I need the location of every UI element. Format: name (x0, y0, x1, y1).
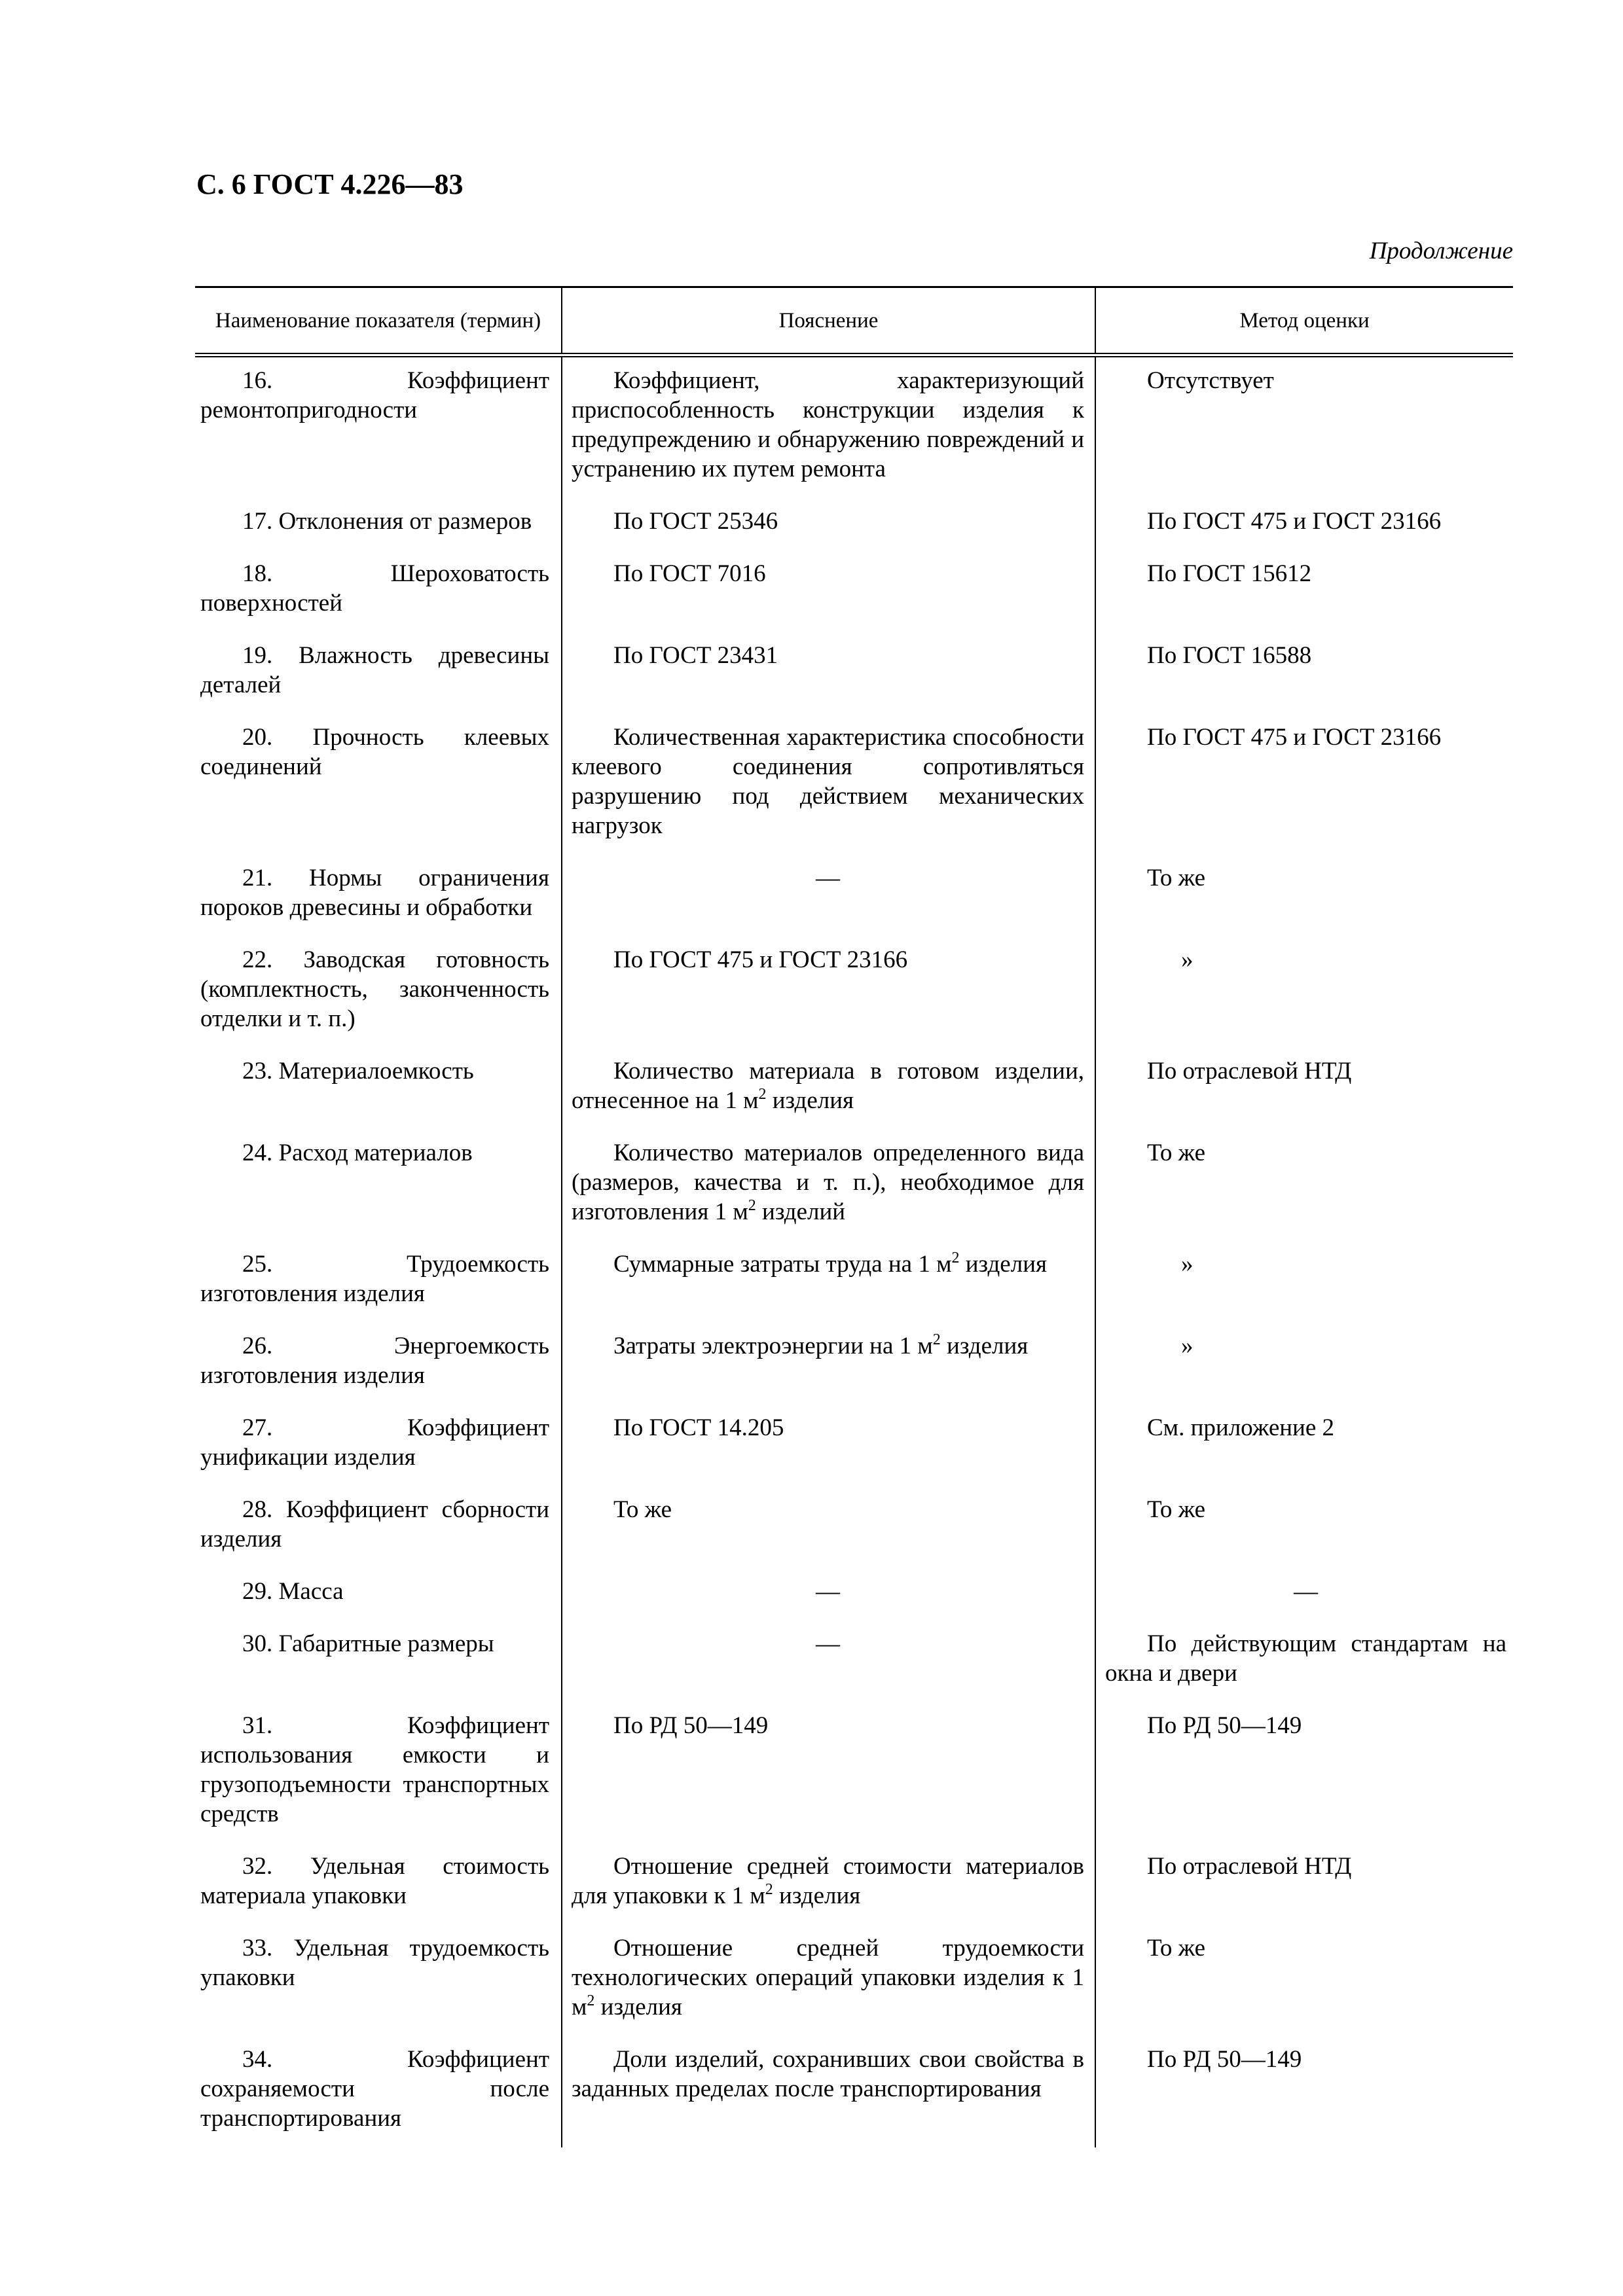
indicator-name: 21. Нормы ограничения пороков древесины и обработки (200, 865, 549, 921)
indicator-method: То же (1095, 1925, 1513, 2036)
indicator-name: 31. Коэффициент использования емкости и грузоподъемности транспортных средств (200, 1712, 549, 1827)
table-row (195, 1486, 1513, 1568)
indicator-method: То же (1095, 855, 1513, 937)
table-row (195, 1925, 1513, 2036)
indicator-explanation: — (562, 1568, 1095, 1621)
indicator-method: То же (1095, 1486, 1513, 1568)
indicator-name: 27. Коэффициент унификации изделия (200, 1414, 549, 1471)
indicator-name: 23. Материалоемкость (242, 1058, 474, 1085)
indicator-explanation: По ГОСТ 25346 (562, 498, 1095, 550)
indicator-explanation: Количественная характеристика способности клеевого соединения сопротивляться разрушению под действием механических нагрузок (562, 714, 1095, 855)
indicator-method: По ГОСТ 475 и ГОСТ 23166 (1095, 714, 1513, 855)
indicator-name: 19. Влажность древесины деталей (200, 642, 549, 698)
indicator-method: » (1095, 937, 1513, 1048)
table-row (195, 1405, 1513, 1486)
table-header-row (195, 287, 1513, 355)
indicator-method: То же (1095, 1130, 1513, 1241)
indicator-explanation: Количество материала в готовом изделии, отнесенное на 1 $м^2$ изделия (562, 1048, 1095, 1130)
indicator-explanation: Доли изделий, сохранивших свои свойства в заданных пределах после транспортирования (562, 2036, 1095, 2147)
indicator-name: 18. Шероховатость поверхностей (200, 560, 549, 617)
indicator-explanation: — (562, 1621, 1095, 1702)
indicator-name: 26. Энергоемкость изготовления изделия (200, 1333, 549, 1389)
indicator-method: По ГОСТ 475 и ГОСТ 23166 (1095, 498, 1513, 550)
table-row (195, 1843, 1513, 1925)
indicator-name: 30. Габаритные размеры (242, 1630, 494, 1657)
indicator-name: 32. Удельная стоимость материала упаковки (200, 1853, 549, 1909)
indicator-name: 17. Отклонения от размеров (242, 508, 532, 535)
table-row (195, 1621, 1513, 1702)
table-row (195, 1048, 1513, 1130)
indicator-method: См. приложение 2 (1095, 1405, 1513, 1486)
table-row (195, 1130, 1513, 1241)
indicator-explanation: — (562, 855, 1095, 937)
indicator-method: По отраслевой НТД (1095, 1048, 1513, 1130)
page-header: С. 6 ГОСТ 4.226—83 (196, 168, 464, 200)
indicator-name: 22. Заводская готовность (комплектность, законченность отделки и т. п.) (200, 946, 549, 1032)
indicator-method: » (1095, 1241, 1513, 1323)
indicators-table (195, 286, 1513, 2147)
column-header-explanation: Пояснение (562, 287, 1095, 355)
indicator-method: По ГОСТ 16588 (1095, 632, 1513, 714)
table-row (195, 714, 1513, 855)
indicator-name: 33. Удельная трудоемкость упаковки (200, 1935, 549, 1991)
indicator-method: По РД 50—149 (1095, 1702, 1513, 1843)
table-row (195, 632, 1513, 714)
indicator-name: 28. Коэффициент сборности изделия (200, 1496, 549, 1552)
indicator-name: 34. Коэффициент сохраняемости после транспортирования (200, 2046, 549, 2132)
indicator-explanation: По ГОСТ 7016 (562, 550, 1095, 632)
indicator-method: — (1095, 1568, 1513, 1621)
indicator-method: Отсутствует (1095, 355, 1513, 499)
column-header-name: Наименование показателя (термин) (195, 287, 562, 355)
indicator-explanation: По ГОСТ 14.205 (562, 1405, 1095, 1486)
indicator-method: По отраслевой НТД (1095, 1843, 1513, 1925)
indicator-method: По действующим стандартам на окна и двери (1095, 1621, 1513, 1702)
indicator-explanation: Количество материалов определенного вида (размеров, качества и т. п.), необходимое для изготовления 1 $м^2$ изделий (562, 1130, 1095, 1241)
table-row (195, 937, 1513, 1048)
indicator-explanation: По ГОСТ 23431 (562, 632, 1095, 714)
column-header-method: Метод оценки (1095, 287, 1513, 355)
indicator-name: 29. Масса (242, 1578, 344, 1605)
indicator-method: По ГОСТ 15612 (1095, 550, 1513, 632)
continuation-label: Продолжение (1369, 238, 1513, 264)
table-row (195, 550, 1513, 632)
indicator-method: » (1095, 1323, 1513, 1405)
indicator-name: 20. Прочность клеевых соединений (200, 724, 549, 780)
indicator-name: 16. Коэффициент ремонтопригодности (200, 367, 549, 423)
table-row (195, 855, 1513, 937)
indicator-explanation: По РД 50—149 (562, 1702, 1095, 1843)
table-row (195, 1323, 1513, 1405)
indicator-name: 25. Трудоемкость изготовления изделия (200, 1251, 549, 1307)
indicator-explanation: Коэффициент, характеризующий приспособленность конструкции изделия к предупреждению и обнаружению повреждений и устранению их путем ремонта (562, 355, 1095, 499)
table-row (195, 498, 1513, 550)
indicator-explanation: Отношение средней трудоемкости технологических операций упаковки изделия к 1 $м^2$ изделия (562, 1925, 1095, 2036)
table-row (195, 1241, 1513, 1323)
table-row (195, 355, 1513, 499)
indicator-method: По РД 50—149 (1095, 2036, 1513, 2147)
table-row (195, 1568, 1513, 1621)
table-row (195, 1702, 1513, 1843)
indicator-explanation: Затраты электроэнергии на 1 $м^2$ изделия (562, 1323, 1095, 1405)
indicator-explanation: Суммарные затраты труда на 1 $м^2$ изделия (562, 1241, 1095, 1323)
indicator-name: 24. Расход материалов (242, 1139, 473, 1166)
table-row (195, 2036, 1513, 2147)
indicator-explanation: По ГОСТ 475 и ГОСТ 23166 (562, 937, 1095, 1048)
indicator-explanation: Отношение средней стоимости материалов для упаковки к 1 $м^2$ изделия (562, 1843, 1095, 1925)
indicator-explanation: То же (562, 1486, 1095, 1568)
